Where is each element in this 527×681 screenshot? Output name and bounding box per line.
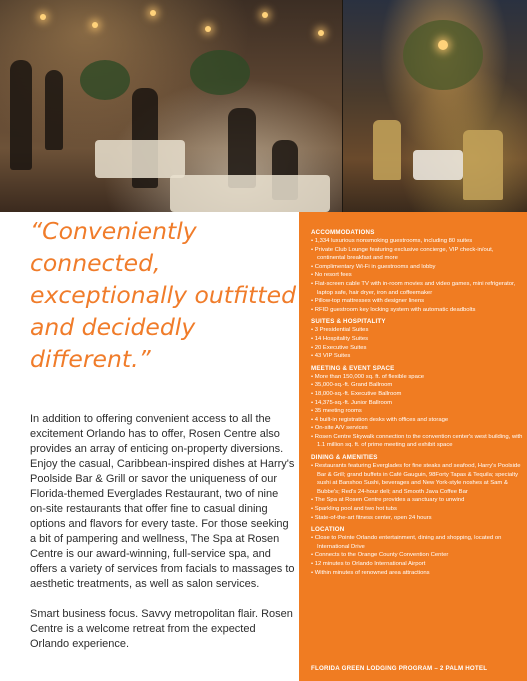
section-location	[311, 525, 523, 577]
list-item: • Within minutes of renowned area attractions	[311, 569, 523, 578]
section-suites	[311, 317, 523, 360]
poolside-lounge-photo	[0, 0, 343, 212]
section-heading: MEETING & EVENT SPACE	[311, 364, 395, 372]
body-copy	[30, 412, 296, 667]
list-item: • Sparkling pool and two hot tubs	[311, 505, 523, 514]
header-photos	[0, 0, 527, 212]
list-item: • Pillow-top mattresses with designer linens	[311, 297, 523, 306]
amenities-list	[311, 228, 523, 580]
list-item: • Restaurants featuring Everglades for fine steaks and seafood, Harry's Poolside Bar & Grill; grand buffets in Café Gauguin, 98Forty Tapas & Tequila; specialty sushi at Banshoo Sushi, beverages and New York-style noshes at Sam & Bubbe's; Red's 24-hour deli; and Smooth Java Coffee Bar	[311, 462, 523, 496]
list-item: • State-of-the-art fitness center, open 24 hours	[311, 514, 523, 523]
list-item: • The Spa at Rosen Centre provides a sanctuary to unwind	[311, 496, 523, 505]
list-item: • 43 VIP Suites	[311, 352, 523, 361]
list-item: • 20 Executive Suites	[311, 344, 523, 353]
intro-paragraph: In addition to offering convenient access to all the excitement Orlando has to offer, Rosen Centre also provides an array of enticing on-property diversions. Enjoy the casual, Caribbean-inspired dishes at Harry's Poolside Bar & Grill or savor the uniqueness of our Florida-themed Everglades Restaurant, two of nine on-site restaurants that offer fine to casual dining options and flavors for every taste. For those seeking a bit of pampering and wellness, The Spa at Rosen Centre is our award-winning, full-service spa, and offers a variety of services from facials to massages to aesthetic treatments, as well as salon services.	[30, 413, 295, 590]
list-item: • 12 minutes to Orlando International Airport	[311, 560, 523, 569]
everglades-restaurant-photo	[343, 0, 527, 212]
pull-quote: “Conveniently connected, exceptionally outfitted and decidedly different.”	[30, 217, 296, 373]
section-accommodations	[311, 228, 523, 314]
section-meeting	[311, 364, 523, 450]
section-heading: SUITES & HOSPITALITY	[311, 318, 386, 326]
list-item: • 14 Hospitality Suites	[311, 335, 523, 344]
list-item: • 35,000-sq.-ft. Grand Ballroom	[311, 381, 523, 390]
section-heading: LOCATION	[311, 526, 345, 534]
list-item: • Private Club Lounge featuring exclusive concierge, VIP check-in/out, continental breakfast and more	[311, 246, 523, 263]
list-item: • Complimentary Wi-Fi in guestrooms and lobby	[311, 263, 523, 272]
list-item: • 35 meeting rooms	[311, 407, 523, 416]
list-item: • 18,000-sq.-ft. Executive Ballroom	[311, 390, 523, 399]
section-heading: ACCOMMODATIONS	[311, 229, 375, 236]
list-item: • Close to Pointe Orlando entertainment, dining and shopping, located on International Drive	[311, 534, 523, 551]
list-item: • 14,375-sq.-ft. Junior Ballroom	[311, 399, 523, 408]
list-item: • 3 Presidential Suites	[311, 326, 523, 335]
list-item: • Connects to the Orange County Convention Center	[311, 551, 523, 560]
list-item: • RFID guestroom key locking system with automatic deadbolts	[311, 306, 523, 315]
list-item: • 4 built-in registration desks with offices and storage	[311, 416, 523, 425]
list-item: • On-site A/V services	[311, 424, 523, 433]
list-item: • Rosen Centre Skywalk connection to the convention center's west building, with 1.1 million sq. ft. of prime meeting and exhibit space	[311, 433, 523, 450]
list-item: • More than 150,000 sq. ft. of flexible space	[311, 373, 523, 382]
list-item: • 1,334 luxurious nonsmoking guestrooms, including 80 suites	[311, 237, 523, 246]
section-heading: DINING & AMENITIES	[311, 454, 378, 462]
green-lodging-footer: FLORIDA GREEN LODGING PROGRAM – 2 PALM HOTEL	[311, 665, 488, 672]
list-item: • Flat-screen cable TV with in-room movies and video games, mini refrigerator, laptop safe, hair dryer, iron and coffeemaker	[311, 280, 523, 297]
amenities-panel	[299, 212, 527, 681]
list-item: • No resort fees	[311, 271, 523, 280]
section-dining	[311, 453, 523, 522]
closing-paragraph: Smart business focus. Savvy metropolitan flair. Rosen Centre is a welcome retreat from the expected Orlando experience.	[30, 608, 293, 650]
